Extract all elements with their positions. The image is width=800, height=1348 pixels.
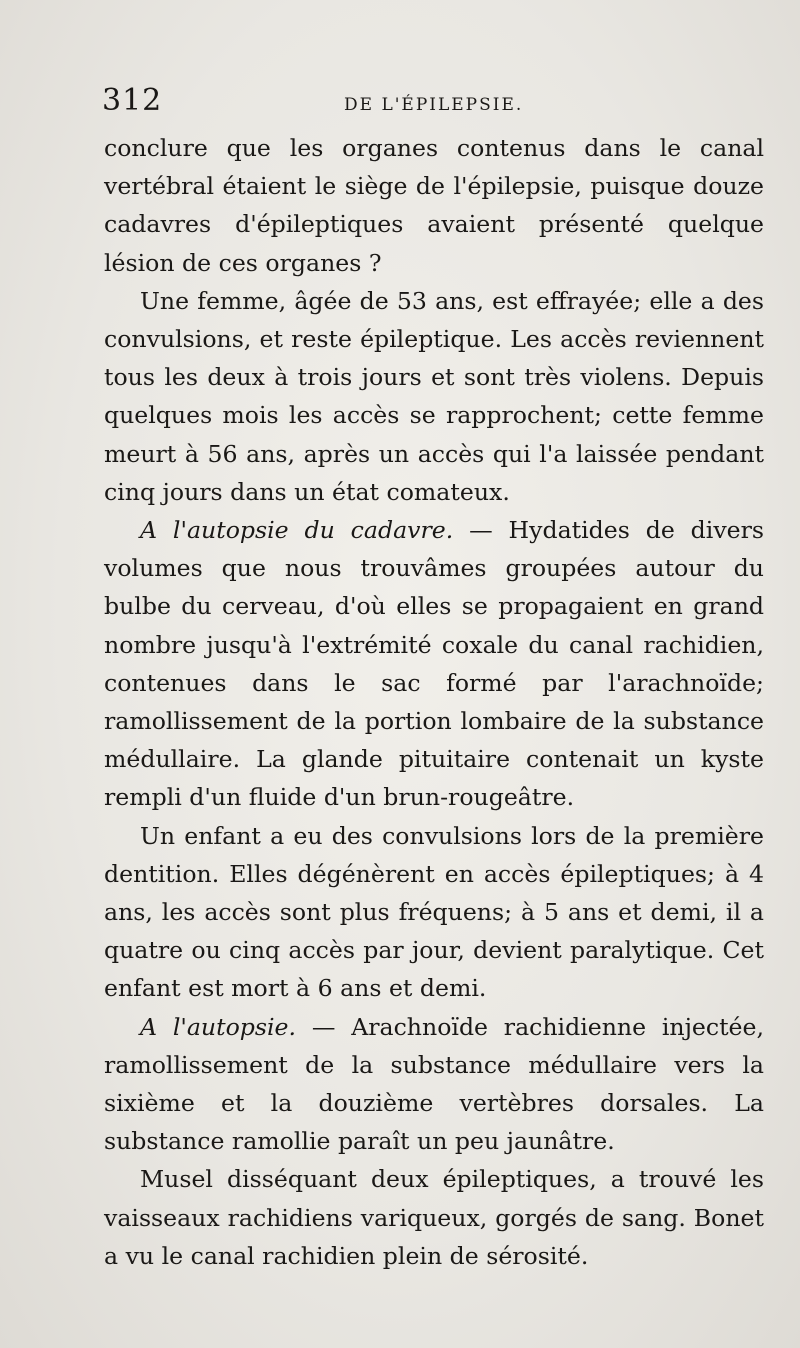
paragraph-text: Une femme, âgée de 53 ans, est effrayée; elle a des convulsions, et reste épileptique. Les accès reviennent tous les deux à trois jours et sont très violens. Depuis quelques mois les accès se rapprochent; cette femme meurt à 56 ans, après un accès qui l'a laissée pendant cinq jours dans un état comateux.: [104, 286, 764, 506]
paragraph: [104, 129, 764, 282]
running-title: DE L'ÉPILEPSIE.: [344, 95, 524, 115]
paragraph: [104, 511, 764, 817]
paragraph: [104, 1160, 764, 1275]
paragraph-text: — Hydatides de divers volumes que nous trouvâmes groupées autour du bulbe du cerveau, d'où elles se propagaient en grand nombre jusqu'à l'extrémité coxale du canal rachidien, contenues dans le sac formé par l'arachnoïde; ramollissement de la portion lombaire de la substance médullaire. La glande pituitaire contenait un kyste rempli d'un fluide d'un brun-rougeâtre.: [104, 516, 764, 812]
paragraph: [104, 817, 764, 1008]
paragraph: [104, 1008, 764, 1161]
autopsy-heading: A l'autopsie du cadavre.: [140, 516, 454, 545]
paragraph-text: Musel disséquant deux épileptiques, a trouvé les vaisseaux rachidiens variqueux, gorgés de sang. Bonet a vu le canal rachidien plein de sérosité.: [104, 1165, 764, 1270]
paragraph-text: — Arachnoïde rachidienne injectée, ramollissement de la substance médullaire vers la sixième et la douzième vertèbres dorsales. La substance ramollie paraît un peu jaunâtre.: [104, 1012, 764, 1156]
autopsy-heading: A l'autopsie.: [140, 1012, 297, 1041]
body-text: [104, 129, 764, 1275]
paragraph: [104, 282, 764, 511]
paragraph-text: Un enfant a eu des convulsions lors de la première dentition. Elles dégénèrent en accès épileptiques; à 4 ans, les accès sont plus fréquens; à 5 ans et demi, il a quatre ou cinq accès par jour, devient paralytique. Cet enfant est mort à 6 ans et demi.: [104, 821, 764, 1003]
page-header: [102, 82, 760, 122]
paragraph-text: conclure que les organes contenus dans le canal vertébral étaient le siège de l'épilepsie, puisque douze cadavres d'épileptiques avaient présenté quelque lésion de ces organes ?: [104, 134, 764, 277]
page-number: 312: [102, 83, 163, 118]
